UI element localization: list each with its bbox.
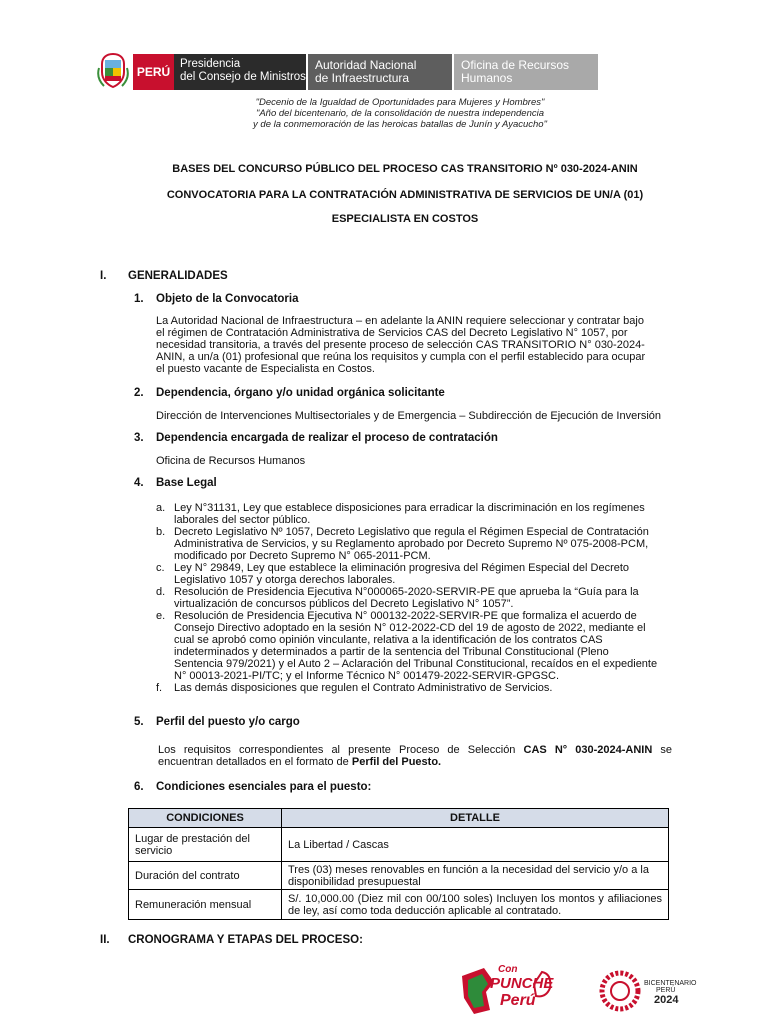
anin-logo-box	[308, 54, 452, 90]
conditions-table	[128, 808, 669, 920]
subsection-4-number: 4.	[134, 477, 144, 489]
subsection-5-title: Perfil del puesto y/o cargo	[156, 716, 300, 728]
list-item-line: modificado por Decreto Supremo N° 065-2011-PCM.	[174, 550, 431, 562]
coat-of-arms-icon	[96, 50, 130, 90]
list-item-line: N° 00013-2021-PI/TC; y el Informe Técnico N° 001479-2022-SERVIR-GPGSC.	[174, 670, 560, 682]
peru-logo-box	[133, 54, 174, 90]
list-item-line: Consejo Directivo adoptado en la sesión N° 012-2022-CD del 19 de agosto de 2022, mediante el	[174, 622, 646, 634]
decenio-line3: y de la conmemoración de las heroicas batallas de Junín y Ayacucho"	[253, 119, 547, 130]
subsection-3-title: Dependencia encargada de realizar el proceso de contratación	[156, 432, 498, 444]
s5-line1-c: se	[652, 744, 672, 756]
peru-label: PERÚ	[136, 65, 171, 79]
s1-line4: ANIN, a un/a (01) profesional que reúna los requisitos y cumpla con el perfil establecido para ocupar	[156, 351, 646, 363]
subsection-2-title: Dependencia, órgano y/o unidad orgánica solicitante	[156, 387, 445, 399]
orh-line2: Humanos	[461, 71, 513, 85]
table-cell-detail: S/. 10,000.00 (Diez mil con 00/100 soles) Incluyen los montos y afiliaciones de ley, así como toda deducción aplicable al contratado.	[282, 890, 669, 920]
subsection-1-title: Objeto de la Convocatoria	[156, 293, 299, 305]
list-item	[156, 610, 672, 682]
decenio-line2: "Año del bicentenario, de la consolidación de nuestra independencia	[255, 108, 545, 119]
title-position: ESPECIALISTA EN COSTOS	[331, 213, 479, 225]
list-item-line: Resolución de Presidencia Ejecutiva N°000065-2020-SERVIR-PE que aprueba la “Guía para la	[174, 586, 639, 598]
pcm-line1: Presidencia	[180, 58, 241, 70]
table-row	[129, 862, 669, 890]
list-item	[156, 526, 672, 562]
section-2-number: II.	[100, 934, 110, 946]
subsection-3-text: Oficina de Recursos Humanos	[156, 455, 306, 467]
s5-line1-b: CAS N° 030-2024-ANIN	[523, 744, 653, 756]
list-item-line: indeterminados y determinados a partir de la sentencia del Tribunal Constitucional (Pleno	[174, 646, 609, 658]
list-item	[156, 682, 672, 694]
subsection-1-number: 1.	[134, 293, 144, 305]
subsection-5-text	[158, 744, 672, 768]
orh-line1: Oficina de Recursos	[461, 58, 570, 72]
s1-line1: La Autoridad Nacional de Infraestructura – en adelante la ANIN requiere seleccionar y contratar bajo	[156, 315, 644, 327]
subsection-5-number: 5.	[134, 716, 144, 728]
subsection-6-title: Condiciones esenciales para el puesto:	[156, 781, 372, 793]
list-item-line: Ley N° 29849, Ley que establece la eliminación progresiva del Régimen Especial del Decreto	[174, 562, 630, 574]
pcm-line2: del Consejo de Ministros	[180, 71, 306, 83]
con-punche-peru-logo	[456, 962, 556, 1018]
base-legal-list	[156, 502, 672, 694]
list-item-line: Las demás disposiciones que regulen el Contrato Administrativo de Servicios.	[174, 682, 553, 694]
table-header-row	[129, 809, 669, 828]
s1-line5: el puesto vacante de Especialista en Costos.	[156, 363, 375, 375]
pcm-logo-box	[174, 54, 306, 90]
table-cell-detail: La Libertad / Cascas	[282, 828, 669, 862]
table-row	[129, 828, 669, 862]
s5-line1-a: Los requisitos correspondientes al presente Proceso de Selección	[158, 744, 524, 756]
subsection-4-title: Base Legal	[156, 477, 217, 489]
list-item-line: virtualización de concursos públicos del Decreto Legislativo N° 1057”.	[174, 598, 514, 610]
list-item	[156, 562, 672, 586]
list-item-line: Legislativo 1057 y otorga derechos laborales.	[174, 574, 396, 586]
list-item-line: Resolución de Presidencia Ejecutiva N° 000132-2022-SERVIR-PE que formaliza el acuerdo de	[174, 610, 637, 622]
bicentenario-logo	[598, 966, 708, 1016]
s5-line1	[158, 744, 672, 756]
table-cell-condition: Remuneración mensual	[129, 890, 282, 920]
table-cell-detail: Tres (03) meses renovables en función a la necesidad del servicio y/o a la disponibilidad presupuestal	[282, 862, 669, 890]
footer-punche: PUNCHE	[490, 975, 554, 992]
list-item-label: b.	[156, 526, 166, 538]
title-convocatoria: CONVOCATORIA PARA LA CONTRATACIÓN ADMINISTRATIVA DE SERVICIOS DE UN/A (01)	[166, 189, 644, 201]
decenio-line1: "Decenio de la Igualdad de Oportunidades para Mujeres y Hombres"	[255, 97, 545, 108]
table-cell-condition: Duración del contrato	[129, 862, 282, 890]
table-header-detail: DETALLE	[282, 809, 669, 828]
decenio-text	[200, 97, 600, 130]
anin-line2: de Infraestructura	[315, 71, 410, 85]
subsection-3-number: 3.	[134, 432, 144, 444]
anin-line1: Autoridad Nacional	[315, 58, 417, 72]
list-item-line: cual se aprobó como opinión vinculante, relativa a la identificación de los contratos CAS	[174, 634, 603, 646]
list-item-line: Decreto Legislativo Nº 1057, Decreto Legislativo que regula el Régimen Especial de Contratación	[174, 526, 649, 538]
bicent-line2: PERÚ	[656, 987, 676, 994]
bicent-line3: 2024	[654, 994, 679, 1006]
table-row	[129, 890, 669, 920]
section-1-title: GENERALIDADES	[128, 270, 228, 282]
list-item-label: e.	[156, 610, 166, 622]
subsection-6-number: 6.	[134, 781, 144, 793]
section-1-number: I.	[100, 270, 107, 282]
s1-line2: el régimen de Contratación Administrativa de Servicios CAS del Decreto Legislativo N° 1057, por	[156, 327, 628, 339]
footer-con: Con	[498, 964, 518, 975]
section-2-title: CRONOGRAMA Y ETAPAS DEL PROCESO:	[128, 934, 363, 946]
list-item-label: c.	[156, 562, 165, 574]
subsection-1-text	[156, 315, 671, 375]
list-item	[156, 586, 672, 610]
list-item-label: f.	[156, 682, 163, 694]
s1-line3: necesidad transitoria, a través del presente proceso de selección CAS TRANSITORIO N° 030-2024-	[156, 339, 645, 351]
list-item-line: Ley N°31131, Ley que establece disposiciones para erradicar la discriminación en los regímenes	[174, 502, 645, 514]
table-cell-condition: Lugar de prestación del servicio	[129, 828, 282, 862]
subsection-2-number: 2.	[134, 387, 144, 399]
orh-logo-box	[454, 54, 598, 90]
s5-line2	[158, 756, 672, 768]
list-item-line: Administrativa de Servicios, y su Reglamento aprobado por Decreto Supremo Nº 075-2008-PCM,	[174, 538, 649, 550]
list-item-line: laborales del sector público.	[174, 514, 311, 526]
list-item-line: Sentencia 979/2021) y el Auto 2 – Aclaración del Tribunal Constitucional, recaídos en el expediente	[174, 658, 658, 670]
list-item-label: a.	[156, 502, 166, 514]
list-item-label: d.	[156, 586, 166, 598]
list-item	[156, 502, 672, 526]
footer-peru: Perú	[500, 992, 536, 1009]
bicent-line1: BICENTENARIO	[644, 980, 697, 987]
title-bases: BASES DEL CONCURSO PÚBLICO DEL PROCESO CAS TRANSITORIO Nº 030-2024-ANIN	[172, 163, 638, 175]
s5-line2-b: Perfil del Puesto.	[351, 756, 442, 768]
subsection-2-text: Dirección de Intervenciones Multisectoriales y de Emergencia – Subdirección de Ejecución de Inversión	[156, 410, 662, 422]
s5-line2-a: encuentran detallados en el formato de	[158, 756, 352, 768]
table-header-conditions: CONDICIONES	[129, 809, 282, 828]
bicentenario-icon	[598, 966, 642, 1016]
